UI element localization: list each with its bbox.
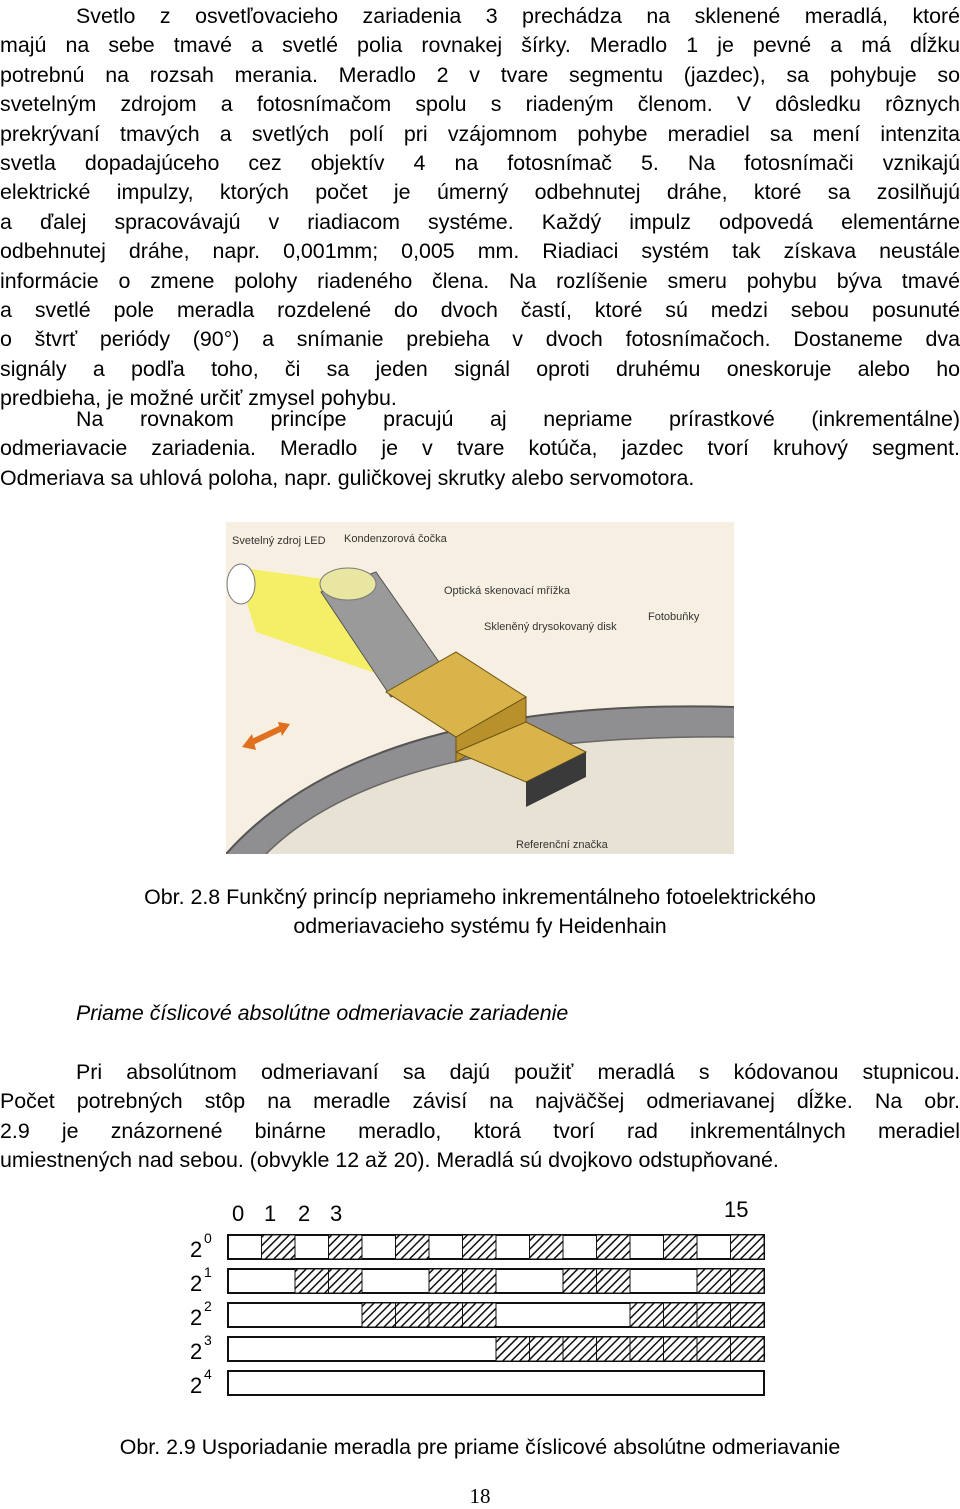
track-cell-dark — [496, 1337, 530, 1361]
track-cell-dark — [329, 1269, 363, 1293]
column-label: 3 — [330, 1201, 343, 1226]
heidenhain-encoder-figure — [226, 522, 734, 854]
track-outline — [228, 1371, 764, 1395]
row-label: 2 — [190, 1305, 203, 1330]
track-cell-dark — [731, 1303, 765, 1327]
text-line: 2.9 je znázornené binárne meradlo, ktorá tvorí rad inkrementálnych meradiel — [0, 1118, 960, 1143]
column-label: 0 — [232, 1201, 245, 1226]
led-source — [227, 564, 255, 604]
text-line: Počet potrebných stôp na meradle závisí na najväčšej odmeriavanej dĺžke. Na obr. — [0, 1089, 960, 1114]
text-line: odbehnutej dráhe, napr. 0,001mm; 0,005 mm. Riadiaci systém tak získava neustále — [0, 239, 960, 264]
scale-tracks — [228, 1235, 764, 1395]
row-label-exponent: 2 — [204, 1298, 212, 1314]
track-cell-dark — [697, 1269, 731, 1293]
track-cell-dark — [530, 1235, 564, 1259]
paragraph-2 — [0, 405, 960, 493]
row-label: 2 — [190, 1373, 203, 1398]
text-line: Pri absolútnom odmeriavaní sa dajú použiť meradlá s kódovanou stupnicou. — [76, 1060, 960, 1084]
column-label: 15 — [724, 1197, 749, 1222]
track-cell-dark — [362, 1303, 396, 1327]
column-label: 1 — [264, 1201, 277, 1226]
text-line: predbieha, je možné určiť zmysel pohybu. — [0, 386, 397, 411]
track-cell-dark — [630, 1337, 664, 1361]
binary-scale-figure — [186, 1193, 770, 1415]
track-cell-dark — [731, 1337, 765, 1361]
track-cell-dark — [664, 1235, 698, 1259]
figure-2-8-caption — [0, 883, 960, 942]
caption-line: Obr. 2.8 Funkčný princíp nepriameho inkrementálneho fotoelektrického — [144, 885, 816, 909]
text-line: a ďalej spracovávajú v riadiacom systéme. Každý impulz odpovedá elementárne — [0, 209, 960, 234]
label-reference-mark: Referenční značka — [516, 839, 608, 851]
label-disk: Skleněný drysokovaný disk — [484, 621, 617, 633]
track-cell-dark — [463, 1269, 497, 1293]
text-line: Svetlo z osvetľovacieho zariadenia 3 prechádza na sklenené meradlá, ktoré — [76, 4, 960, 28]
row-label-exponent: 3 — [204, 1332, 212, 1348]
track-cell-dark — [597, 1337, 631, 1361]
caption-line: odmeriavacieho systému fy Heidenhain — [293, 914, 667, 939]
track-cell-dark — [731, 1235, 765, 1259]
track-cell-dark — [429, 1269, 463, 1293]
track-cell-dark — [731, 1269, 765, 1293]
track-cell-dark — [295, 1269, 329, 1293]
track-cell-dark — [563, 1337, 597, 1361]
row-label: 2 — [190, 1339, 203, 1364]
label-grid: Optická skenovací mřížka — [444, 585, 570, 597]
text-line: Odmeriava sa uhlová poloha, napr. guličkovej skrutky alebo servomotora. — [0, 465, 695, 490]
track-cell-dark — [697, 1303, 731, 1327]
paragraph-1 — [0, 2, 960, 414]
track-cell-dark — [597, 1235, 631, 1259]
text-line: svetla dopadajúceho cez objektív 4 na fotosnímač 5. Na fotosnímači vznikajú — [0, 151, 960, 176]
track-cell-dark — [530, 1337, 564, 1361]
text-line: elektrické impulzy, ktorých počet je úmerný odbehnutej dráhe, ktoré sa zosilňujú — [0, 180, 960, 205]
section-heading: Priame číslicové absolútne odmeriavacie zariadenie — [76, 1001, 569, 1025]
track-cell-dark — [262, 1235, 296, 1259]
track-cell-dark — [329, 1235, 363, 1259]
lens-face — [320, 568, 376, 600]
track-cell-dark — [563, 1269, 597, 1293]
track-cell-dark — [463, 1303, 497, 1327]
column-label: 2 — [298, 1201, 311, 1226]
row-label-exponent: 1 — [204, 1264, 212, 1280]
track-cell-dark — [697, 1337, 731, 1361]
text-line: umiestnených nad sebou. (obvykle 12 až 20). Meradlá sú dvojkovo odstupňované. — [0, 1148, 779, 1173]
paragraph-3 — [0, 1058, 960, 1176]
page-number: 18 — [469, 1484, 491, 1508]
row-label-exponent: 4 — [204, 1366, 212, 1382]
row-label: 2 — [190, 1237, 203, 1262]
text-line: signály a podľa toho, či sa jeden signál oproti druhému oneskoruje alebo ho — [0, 356, 960, 381]
track-cell-dark — [396, 1303, 430, 1327]
figure-2-9-caption: Obr. 2.9 Usporiadanie meradla pre priame číslicové absolútne odmeriavanie — [119, 1435, 841, 1459]
row-label-exponent: 0 — [204, 1230, 212, 1246]
text-line: odmeriavacie zariadenia. Meradlo je v tvare kotúča, jazdec tvorí kruhový segment. — [0, 436, 960, 461]
text-line: potrebnú na rozsah merania. Meradlo 2 v tvare segmentu (jazdec), sa pohybuje so — [0, 62, 960, 87]
row-label: 2 — [190, 1271, 203, 1296]
text-line: o štvrť periódy (90°) a snímanie prebieha v dvoch fotosnímačoch. Dostaneme dva — [0, 327, 960, 352]
text-line: a svetlé pole meradla rozdelené do dvoch častí, ktoré sú medzi sebou posunuté — [0, 298, 960, 323]
track-cell-dark — [630, 1303, 664, 1327]
track-cell-dark — [463, 1235, 497, 1259]
text-line: prekrývaní tmavých a svetlých polí pri vzájomnom pohybe meradiel sa mení intenzita — [0, 121, 960, 146]
track-cell-dark — [664, 1303, 698, 1327]
text-line: informácie o zmene polohy riadeného člena. Na rozlíšenie smeru pohybu býva tmavé — [0, 268, 960, 293]
text-line: svetelným zdrojom a fotosnímačom spolu s riadeným členom. V dôsledku rôznych — [0, 92, 960, 117]
track-cell-dark — [597, 1269, 631, 1293]
label-photocells: Fotobuňky — [648, 611, 700, 623]
track-cell-dark — [429, 1303, 463, 1327]
track-cell-dark — [396, 1235, 430, 1259]
label-condenser: Kondenzorová čočka — [344, 533, 447, 545]
label-led: Svetelný zdroj LED — [232, 535, 326, 547]
text-line: majú na sebe tmavé a svetlé polia rovnakej šírky. Meradlo 1 je pevné a má dĺžku — [0, 33, 960, 58]
text-line: Na rovnakom princípe pracujú aj nepriame prírastkové (inkrementálne) — [76, 407, 960, 431]
row-labels — [190, 1230, 212, 1398]
track-cell-dark — [664, 1337, 698, 1361]
